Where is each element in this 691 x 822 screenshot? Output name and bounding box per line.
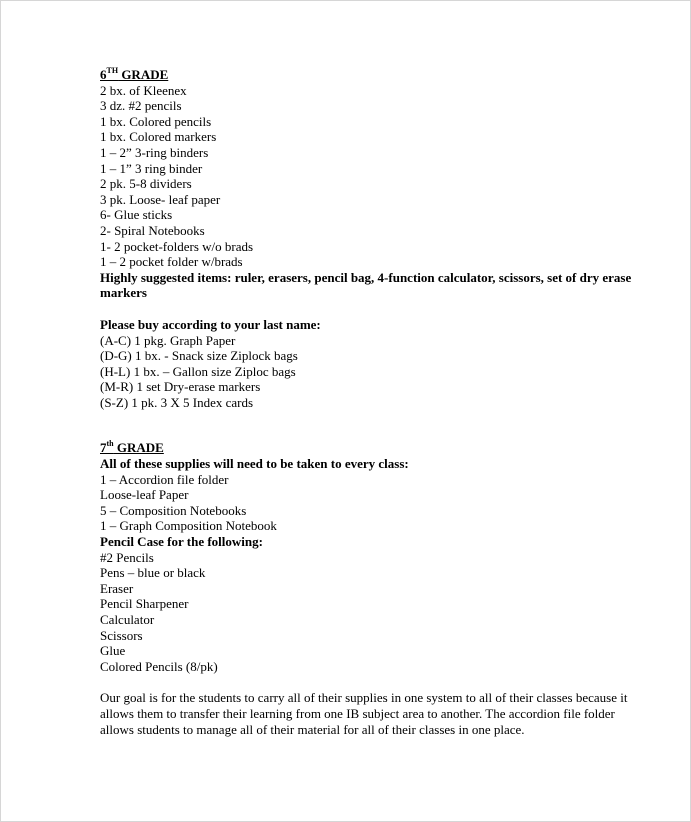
- list-item: Loose-leaf Paper: [100, 487, 189, 503]
- list-item: 2 bx. of Kleenex: [100, 82, 187, 98]
- grade-6-heading-text: GRADE: [118, 67, 169, 82]
- list-item: (D-G) 1 bx. - Snack size Ziplock bags: [100, 348, 298, 364]
- list-item: Colored Pencils (8/pk): [100, 658, 218, 674]
- list-item: 1 – Accordion file folder: [100, 471, 229, 487]
- list-item: Glue: [100, 643, 126, 659]
- list-item: 1 bx. Colored pencils: [100, 113, 212, 129]
- list-item: Calculator: [100, 612, 155, 627]
- list-item: Scissors: [100, 627, 143, 643]
- list-item: 1 – 2” 3-ring binders: [100, 144, 209, 160]
- list-item: Eraser: [100, 580, 134, 596]
- every-class-heading: All of these supplies will need to be taken to every class:: [100, 456, 409, 472]
- list-item: Pens – blue or black: [100, 565, 206, 581]
- supply-list: [100, 67, 660, 737]
- list-item: 2 pk. 5-8 dividers: [100, 176, 192, 192]
- goal-paragraph: Our goal is for the students to carry all of their supplies in one system to all of their classes because it allows them to transfer their learning from one IB subject area to another. The accordion file folder allows students to manage all of their material for all of their classes in one place.: [100, 690, 628, 737]
- list-item: 5 – Composition Notebooks: [100, 502, 247, 518]
- list-item: 3 pk. Loose- leaf paper: [100, 191, 221, 207]
- list-item: 1- 2 pocket-folders w/o brads: [100, 238, 254, 254]
- list-item: 1 – Graph Composition Notebook: [100, 518, 277, 534]
- grade-7-heading-superscript: th: [106, 439, 114, 449]
- list-item: 2- Spiral Notebooks: [100, 222, 205, 238]
- grade-7-heading-text: GRADE: [113, 440, 164, 456]
- pencil-case-supply-list: [100, 550, 660, 675]
- list-item: 1 bx. Colored markers: [100, 129, 217, 145]
- list-item: (H-L) 1 bx. – Gallon size Ziploc bags: [100, 363, 296, 379]
- last-name-heading: Please buy according to your last name:: [100, 316, 321, 332]
- pencil-case-heading: Pencil Case for the following:: [100, 534, 263, 550]
- grade-7-heading-number: 7: [100, 440, 107, 456]
- list-item: (A-C) 1 pkg. Graph Paper: [100, 332, 236, 348]
- spacer: [100, 301, 660, 317]
- last-name-supply-list: [100, 333, 660, 411]
- list-item: #2 Pencils: [100, 549, 154, 565]
- spacer: [100, 410, 660, 440]
- spacer: [100, 674, 660, 690]
- grade-6-heading: [100, 67, 660, 83]
- list-item: 1 – 2 pocket folder w/brads: [100, 254, 243, 270]
- list-item: (S-Z) 1 pk. 3 X 5 Index cards: [100, 394, 254, 410]
- grade-6-heading-number: 6: [100, 67, 107, 82]
- grade-6-heading-superscript: TH: [106, 66, 119, 75]
- list-item: 6- Glue sticks: [100, 207, 173, 223]
- list-item: Pencil Sharpener: [100, 596, 189, 612]
- grade-7-heading: [100, 440, 660, 456]
- list-item: 1 – 1” 3 ring binder: [100, 160, 203, 176]
- list-item: (M-R) 1 set Dry-erase markers: [100, 379, 261, 395]
- grade-6-supply-list: [100, 83, 660, 270]
- suggested-items-note: Highly suggested items: ruler, erasers, pencil bag, 4-function calculator, scissors, set of dry erase markers: [100, 269, 632, 301]
- list-item: 3 dz. #2 pencils: [100, 98, 182, 114]
- every-class-supply-list: [100, 472, 660, 534]
